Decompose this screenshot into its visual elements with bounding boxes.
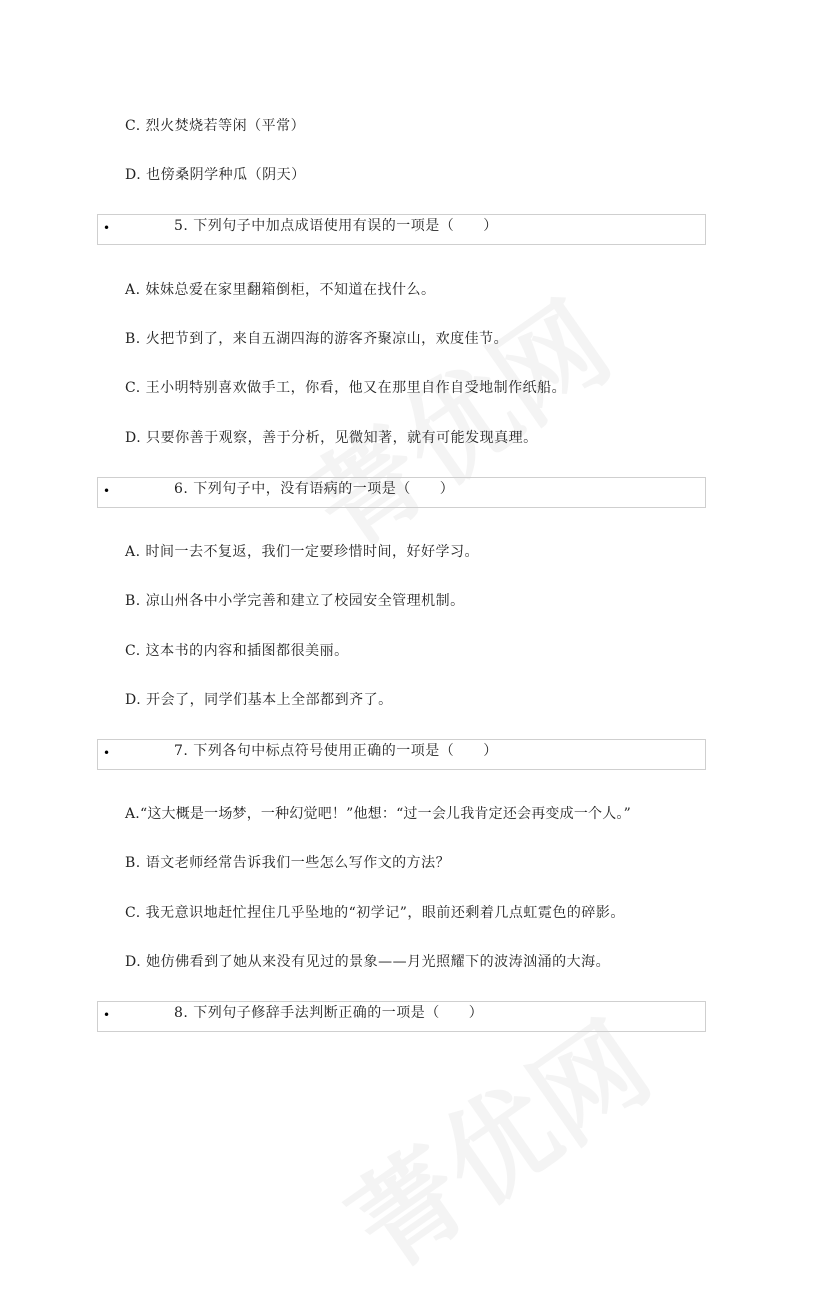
q6-option-a: A. 时间一去不复返，我们一定要珍惜时间，好好学习。 — [125, 544, 480, 560]
question-7-stem: 7. 下列各句中标点符号使用正确的一项是（ ） — [174, 743, 498, 759]
q4-option-c: C. 烈火焚烧若等闲（平常） — [125, 118, 306, 134]
question-5-stem: 5. 下列句子中加点成语使用有误的一项是（ ） — [174, 218, 498, 234]
watermark — [275, 260, 636, 579]
q5-option-a: A. 妹妹总爱在家里翻箱倒柜，不知道在找什么。 — [125, 282, 436, 298]
q6-option-d: D. 开会了，同学们基本上全部都到齐了。 — [125, 692, 393, 708]
q7-option-c: C. 我无意识地赶忙捏住几乎坠地的“初学记”，眼前还剩着几点虹霓色的碎影。 — [125, 905, 625, 921]
question-8-box — [97, 1001, 706, 1032]
bullet-icon: • — [103, 484, 111, 498]
question-5-box — [97, 214, 706, 245]
bullet-icon: • — [103, 746, 111, 760]
q7-option-a: A.“这大概是一场梦，一种幻觉吧！”他想：“过一会儿我肯定还会再变成一个人。” — [125, 806, 631, 822]
q7-option-d: D. 她仿佛看到了她从来没有见过的景象——月光照耀下的波涛汹涌的大海。 — [125, 954, 611, 970]
q5-option-d: D. 只要你善于观察，善于分析，见微知著，就有可能发现真理。 — [125, 430, 538, 446]
q7-option-b: B. 语文老师经常告诉我们一些怎么写作文的方法？ — [125, 855, 451, 871]
q6-option-c: C. 这本书的内容和插图都很美丽。 — [125, 643, 349, 659]
bullet-icon: • — [103, 1008, 111, 1022]
question-7-box — [97, 739, 706, 770]
question-6-box — [97, 477, 706, 508]
question-6-stem: 6. 下列句子中，没有语病的一项是（ ） — [174, 481, 455, 497]
q5-option-b: B. 火把节到了，来自五湖四海的游客齐聚凉山，欢度佳节。 — [125, 331, 509, 347]
q4-option-d: D. 也傍桑阴学种瓜（阴天） — [125, 167, 306, 183]
question-8-stem: 8. 下列句子修辞手法判断正确的一项是（ ） — [174, 1005, 484, 1021]
bullet-icon: • — [103, 221, 111, 235]
q6-option-b: B. 凉山州各中小学完善和建立了校园安全管理机制。 — [125, 593, 465, 609]
q5-option-c: C. 王小明特别喜欢做手工，你看，他又在那里自作自受地制作纸船。 — [125, 380, 567, 396]
